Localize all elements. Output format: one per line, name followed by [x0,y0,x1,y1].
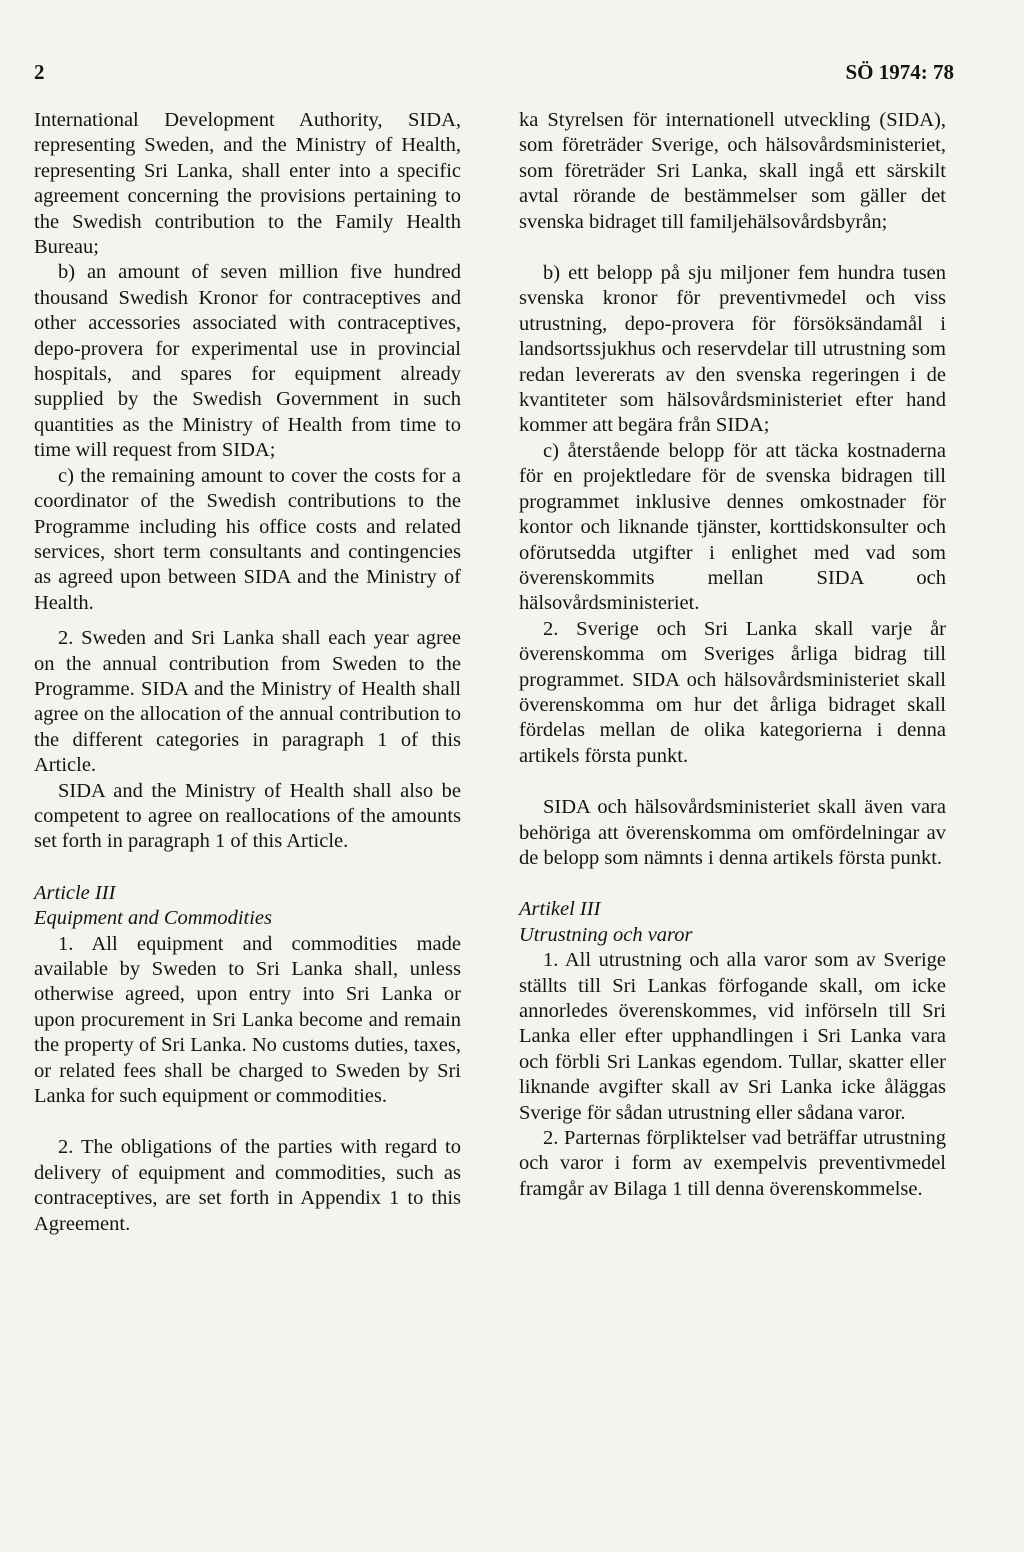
en-paragraph-intro: International Development Authority, SIDA, representing Sweden, and the Ministry of Health, representing Sri Lanka, shall enter into a specific agreement concerning the provisions pertaining to the Swedish contribution to the Family Health Bureau; [34,109,461,259]
en-article-title: Article III [34,881,116,904]
sv-paragraph-sida: SIDA och hälsovårdsministeriet skall även vara behöriga att överenskomma om omfördelningar av de belopp som nämnts i denna artikels första punkt. [519,796,946,869]
spacer [34,616,461,626]
sv-paragraph-b: b) ett belopp på sju miljoner fem hundra tusen svenska kronor för preventivmedel och viss utrustning, depo-provera för försöksändamål i landsortssjukhus och reservdelar till utrustning som redan levererats av den svenska regeringen i de kvantiteter som hälsovårdsministeriet efter hand kommer att begära från SIDA; [519,262,946,437]
en-article-subtitle: Equipment and Commodities [34,907,273,930]
page-number: 2 [34,60,45,84]
spacer [519,871,946,897]
en-article-paragraph-2: 2. The obligations of the parties with regard to delivery of equipment and commodities, such as contraceptives, are set forth in Appendix 1 to this Agreement. [34,1136,461,1235]
spacer [519,235,946,261]
sv-article-subtitle: Utrustning och varor [519,923,693,946]
en-article-paragraph-1: 1. All equipment and commodities made available by Sweden to Sri Lanka shall, unless otherwise agreed, upon entry into Sri Lanka or upon procurement in Sri Lanka become and remain the property of Sri Lanka. No customs duties, taxes, or related fees shall be charged to Sweden by Sri Lanka for such equipment or commodities. [34,932,461,1108]
en-paragraph-b: b) an amount of seven million five hundred thousand Swedish Kronor for contraceptives and other accessories associated with contraceptives, depo-provera for experimental use in provincial hospitals, and spares for equipment already supplied by the Swedish Government in such quantities as the Ministry of Health from time to time will request from SIDA; [34,261,461,462]
swedish-column [519,108,946,1202]
english-column [34,108,461,1237]
spacer [34,1109,461,1135]
en-paragraph-c: c) the remaining amount to cover the costs for a coordinator of the Swedish contributions to the Programme including his office costs and related services, short term consultants and contingencies as agreed upon between SIDA and the Ministry of Health. [34,464,461,614]
document-reference: SÖ 1974: 78 [845,60,954,84]
sv-article-paragraph-1: 1. All utrustning och alla varor som av Sverige ställts till Sri Lankas förfogande skall, om icke annorledes överenskommes, vid införseln till Sri Lanka eller efter upphandlingen i Sri Lanka vara och förbli Sri Lankas egendom. Tullar, skatter eller liknande avgifter skall av Sri Lanka icke åläggas Sverige för sådan utrustning eller sådana varor. [519,949,946,1124]
sv-paragraph-2: 2. Sverige och Sri Lanka skall varje år överenskomma om Sveriges årliga bidrag till programmet. SIDA och hälsovårdsministeriet skall överenskomma om hur det årliga bidraget skall fördelas mellan de olika kategorierna i denna artikels första punkt. [519,617,946,767]
spacer [519,769,946,795]
sv-paragraph-c: c) återstående belopp för att täcka kostnaderna för en projektledare för de svenska bidragen till programmet inklusive dennes omkostnader för kontor och liknande tjänster, korttidskonsulter och oförutsedda utgifter i enlighet med vad som överenskommits mellan SIDA och hälsovårdsministeriet. [519,439,946,615]
sv-paragraph-intro: ka Styrelsen för internationell utveckling (SIDA), som företräder Sverige, och hälsovårdsministeriet, som företräder Sri Lanka, skall ingå ett särskilt avtal rörande de bestämmelser som gäller det svenska bidraget till familjehälsovårdsbyrån; [519,109,946,233]
en-paragraph-2: 2. Sweden and Sri Lanka shall each year agree on the annual contribution from Sweden to the Programme. SIDA and the Ministry of Health shall agree on the allocation of the annual contribution to the different categories in paragraph 1 of this Article. [34,627,461,777]
en-paragraph-sida: SIDA and the Ministry of Health shall also be competent to agree on reallocations of the amounts set forth in paragraph 1 of this Article. [34,779,461,853]
spacer [34,855,461,881]
sv-article-title: Artikel III [519,898,601,921]
sv-article-paragraph-2: 2. Parternas förpliktelser vad beträffar utrustning och varor i form av exempelvis preventivmedel framgår av Bilaga 1 till denna överenskommelse. [519,1127,946,1200]
